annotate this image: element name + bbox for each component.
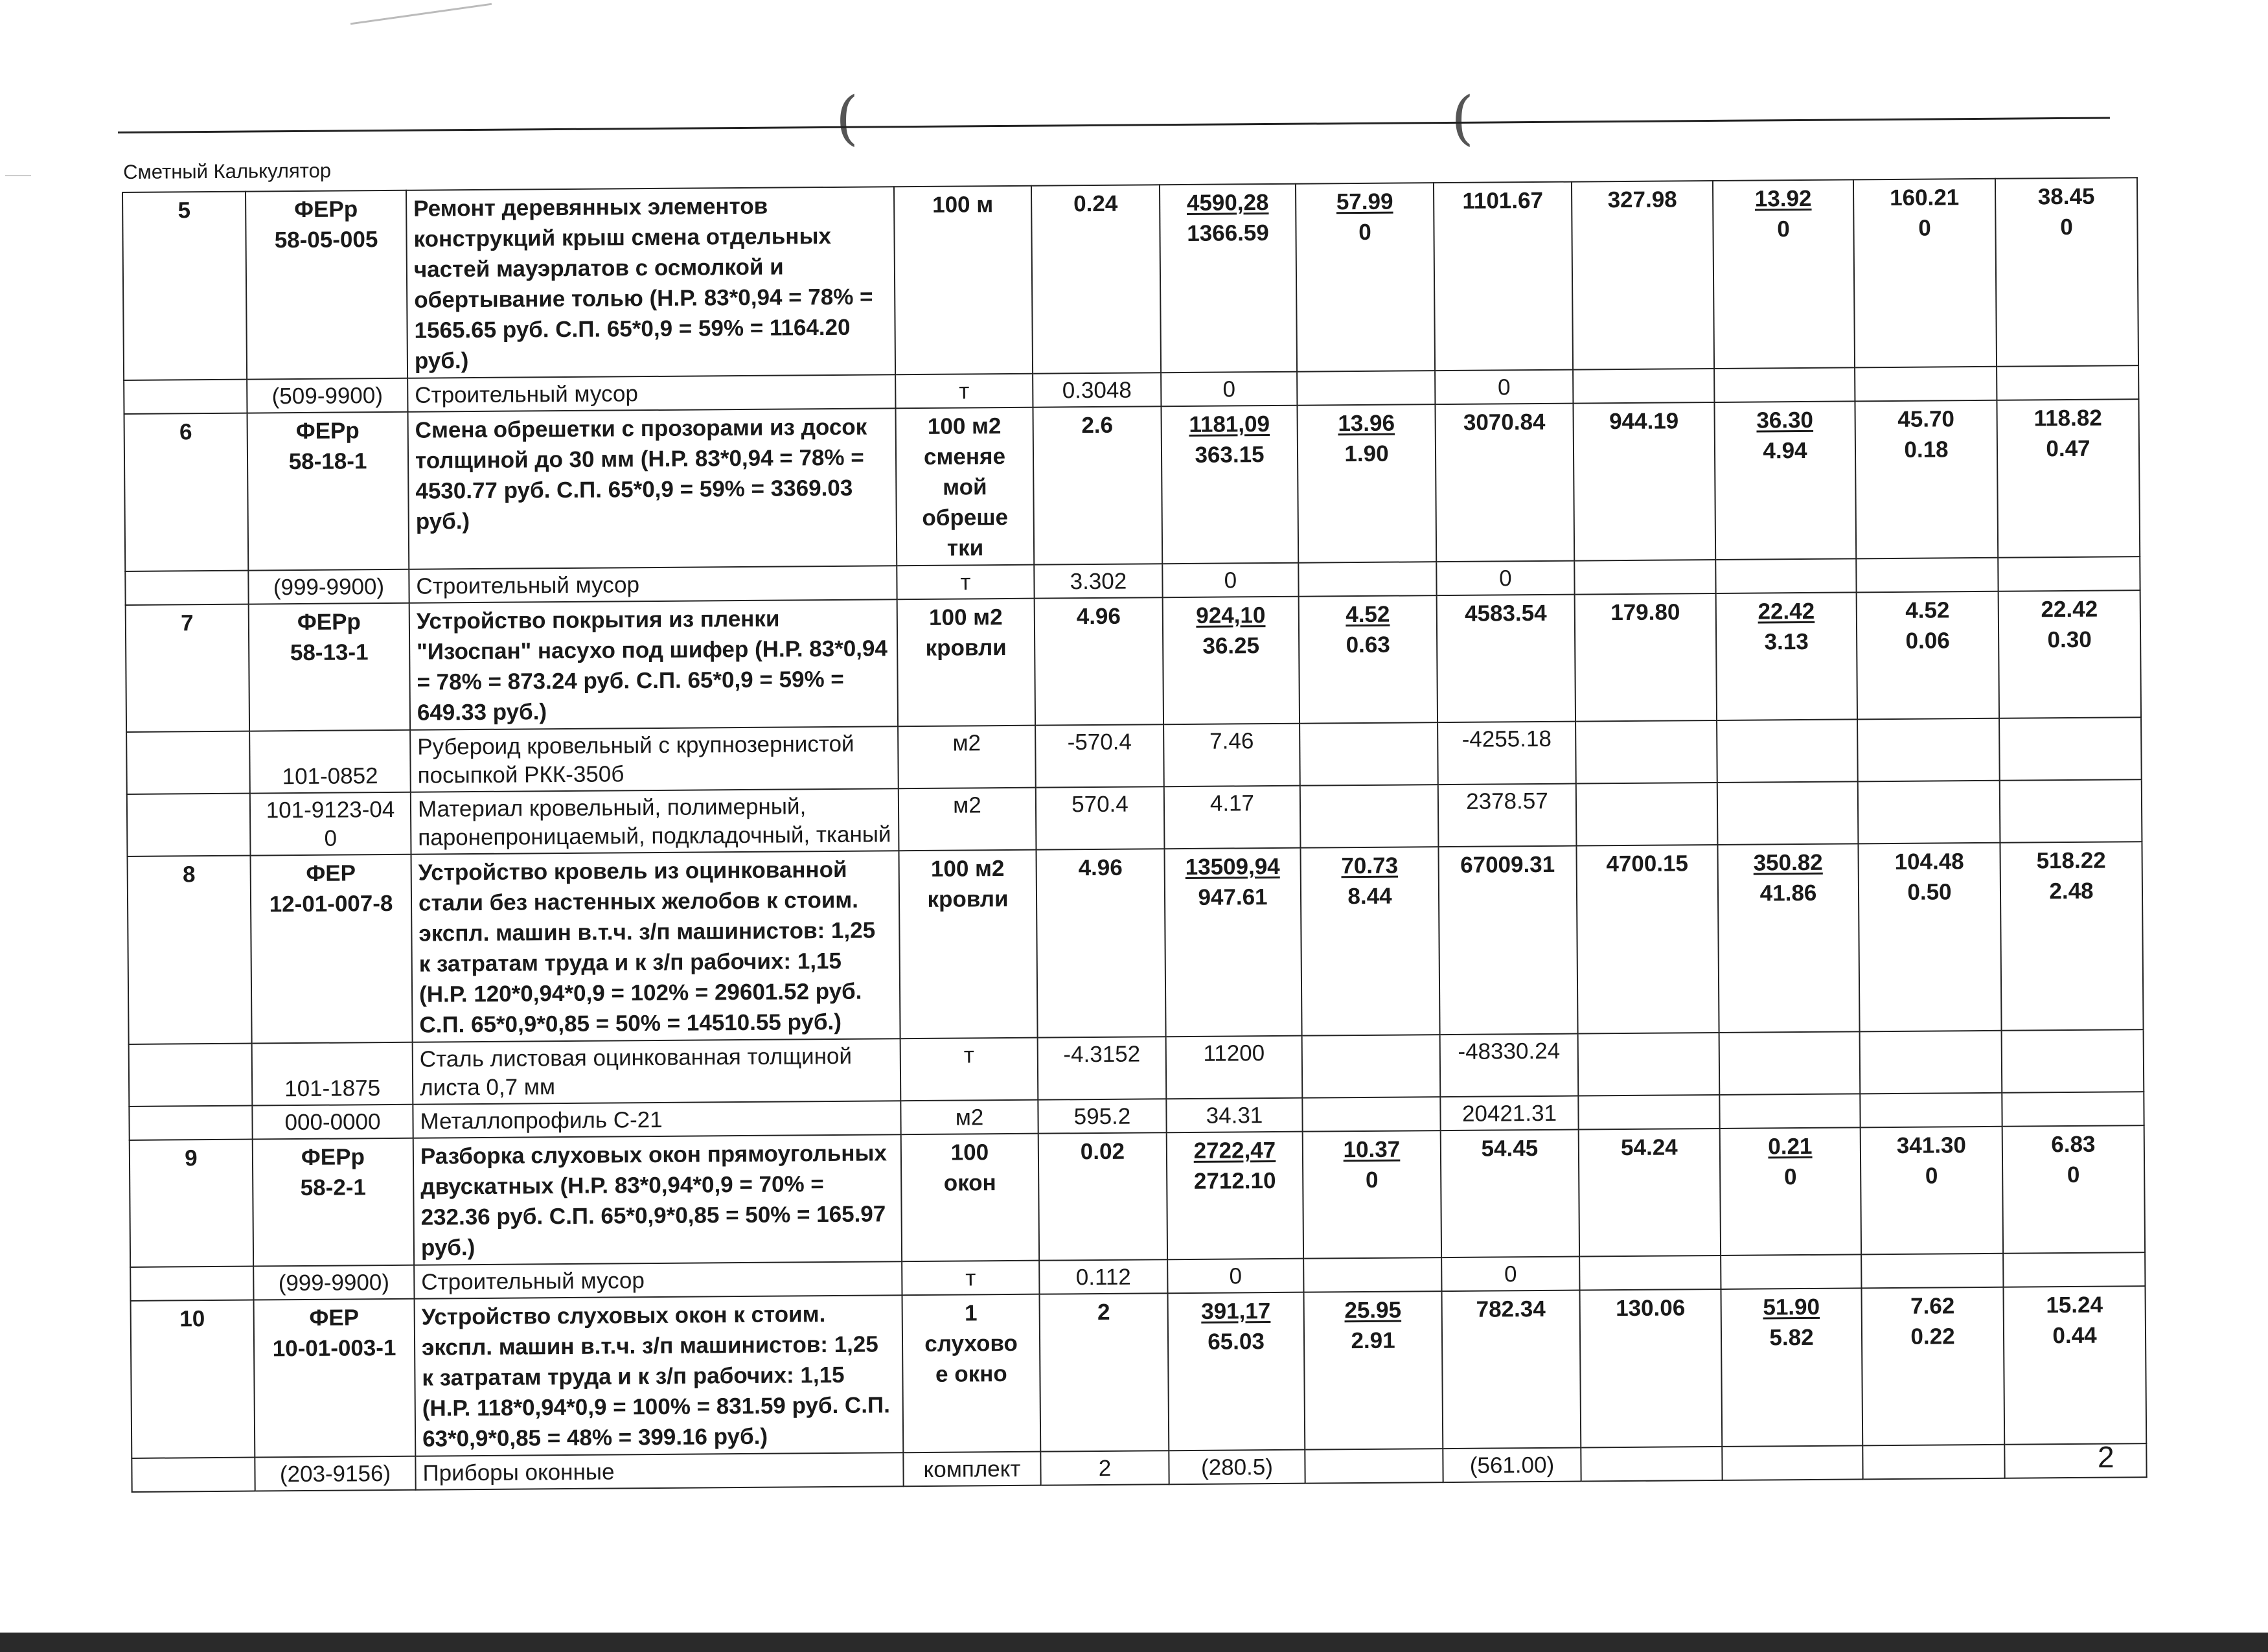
row-number-cell (127, 794, 251, 856)
unit-price-cell (1168, 1292, 1305, 1451)
row-number: 7 (126, 604, 249, 732)
labor-total-cell (2003, 1286, 2146, 1445)
total-cost-cell: 0 (1436, 561, 1574, 596)
norm-code: ФЕР 12-01-007-8 (251, 855, 413, 1044)
wages-cell (1573, 369, 1714, 404)
unit-price-cell-bottom: 36.25 (1202, 633, 1260, 659)
labor-cell (1298, 562, 1436, 597)
labor-cell-bottom: 0 (1925, 1163, 1938, 1189)
norm-code: ФЕРр 58-05-005 (246, 190, 407, 380)
work-item-row (128, 842, 2144, 1044)
machine-price-cell-bottom: 0 (1358, 219, 1371, 246)
profit-cell (2002, 1029, 2144, 1093)
wages-cell: 130.06 (1579, 1289, 1722, 1448)
profit-cell (2002, 1092, 2144, 1127)
overhead-cell (1861, 1254, 2003, 1289)
unit-price-cell-bottom: 363.15 (1195, 442, 1265, 468)
unit-price-cell-bottom: 947.61 (1198, 884, 1268, 910)
unit-price-cell-bottom: 65.03 (1208, 1329, 1265, 1355)
labor-total-cell (2000, 842, 2143, 1031)
quantity-cell: -570.4 (1035, 724, 1164, 787)
machines-cell-bottom: 41.86 (1759, 880, 1817, 906)
total-cost-cell: 1101.67 (1434, 182, 1573, 371)
work-description: Смена обрешетки с прозорами из досок толщиной до 30 мм (Н.Р. 83*0,94 = 78% = 4530.77 руб. С.П. 65*0,9 = 59% = 3369.03 руб.) (408, 408, 897, 569)
unit-cell: 100 м2 кровли (899, 850, 1037, 1039)
wages-cell (1576, 783, 1718, 846)
row-number: 8 (128, 856, 252, 1044)
norm-code: ФЕРр 58-13-1 (249, 603, 410, 731)
unit-cell: м2 (898, 726, 1036, 789)
unit-price-cell (1163, 597, 1300, 725)
machines-cell (1720, 1127, 1861, 1256)
unit-price-cell (1164, 848, 1301, 1037)
machines-cell-bottom: 5.82 (1769, 1324, 1814, 1351)
labor-total-cell (1995, 178, 2138, 367)
resource-code: 101-0852 (249, 730, 411, 794)
labor-cell-bottom: 0.22 (1910, 1324, 1955, 1349)
labor-total-cell-bottom: 2.48 (2049, 878, 2094, 904)
machines-cell (1721, 1254, 1861, 1289)
resource-name: Металлопрофиль С-21 (413, 1101, 900, 1138)
resource-code: 000-0000 (252, 1105, 413, 1140)
unit-price-cell (1167, 1132, 1303, 1260)
machines-cell (1717, 781, 1859, 845)
header-rule (118, 117, 2110, 133)
overhead-cell (1860, 1031, 2002, 1094)
labor-total-cell-top: 6.83 (2051, 1131, 2096, 1158)
labor-cell-bottom: 0.18 (1904, 437, 1949, 463)
overhead-cell (1857, 718, 2000, 782)
unit-price-cell-bottom: 2712.10 (1193, 1167, 1276, 1194)
labor-total-cell-top: 15.24 (2046, 1292, 2103, 1318)
total-cost-cell: 3070.84 (1435, 404, 1574, 562)
labor-total-cell (1999, 590, 2141, 718)
labor-cell (1855, 400, 1998, 559)
labor-total-cell-top: 38.45 (2037, 183, 2095, 210)
machines-cell (1713, 179, 1855, 369)
quantity-cell: 595.2 (1038, 1099, 1166, 1133)
unit-price-cell: 0 (1167, 1259, 1303, 1294)
unit-cell: т (902, 1261, 1039, 1296)
labor-cell (1853, 179, 1997, 368)
labor-total-cell-top: 518.22 (2036, 847, 2106, 874)
quantity-cell: 2 (1040, 1293, 1169, 1451)
work-item-row (122, 178, 2138, 380)
row-number-cell (125, 571, 248, 605)
unit-price-cell-top: 1181,09 (1189, 411, 1270, 437)
labor-cell (1858, 843, 2001, 1032)
machines-cell-bottom: 0 (1777, 216, 1790, 242)
labor-total-cell-bottom: 0 (2060, 214, 2073, 240)
labor-cell (1300, 722, 1438, 786)
unit-cell: м2 (900, 1100, 1038, 1135)
wages-cell: 179.80 (1575, 593, 1717, 722)
overhead-cell (1855, 367, 1997, 402)
row-number: 10 (131, 1300, 255, 1458)
labor-cell (1305, 1449, 1443, 1484)
labor-cell-bottom: 0 (1918, 215, 1931, 241)
resource-code: (999-9900) (253, 1265, 414, 1300)
labor-total-cell-bottom: 0.30 (2047, 626, 2092, 653)
machines-cell (1717, 843, 1859, 1033)
labor-cell (1300, 785, 1439, 848)
machine-price-cell (1297, 404, 1436, 563)
resource-code: (203-9156) (255, 1456, 415, 1491)
estimate-table-wrapper (122, 177, 2146, 1493)
labor-cell (1302, 1035, 1441, 1098)
overhead-cell (1858, 781, 2000, 844)
row-number-cell (130, 1267, 253, 1301)
total-cost-cell: -4255.18 (1438, 722, 1576, 785)
unit-price-cell: 34.31 (1166, 1098, 1302, 1133)
work-description: Устройство покрытия из пленки "Изоспан" насухо под шифер (Н.Р. 83*0,94 = 78% = 873.24 руб. С.П. 65*0,9 = 59% = 649.33 руб.) (409, 599, 898, 730)
unit-price-cell (1160, 184, 1297, 373)
overhead-cell (1862, 1445, 2004, 1480)
profit-cell (1997, 365, 2138, 400)
page-number: 2 (2098, 1440, 2114, 1474)
wages-cell (1575, 720, 1717, 784)
work-item-row (130, 1125, 2145, 1267)
labor-total-cell (2002, 1125, 2145, 1254)
labor-cell-bottom: 0.50 (1907, 879, 1952, 905)
machines-cell (1716, 592, 1857, 720)
machine-price-cell (1299, 595, 1438, 724)
unit-price-cell-top: 2722,47 (1193, 1137, 1276, 1164)
work-description: Разборка слуховых окон прямоугольных двускатных (Н.Р. 83*0,94*0,9 = 70% = 232.36 руб. С.П. 65*0,9*0,85 = 50% = 165.97 руб.) (413, 1134, 902, 1265)
row-number: 6 (124, 413, 249, 571)
machines-cell (1719, 1031, 1861, 1095)
unit-price-cell-bottom: 1366.59 (1187, 220, 1269, 246)
labor-cell (1861, 1127, 2003, 1255)
machines-cell (1714, 401, 1856, 560)
labor-total-cell-top: 22.42 (2041, 596, 2098, 623)
machine-price-cell (1303, 1130, 1441, 1259)
unit-cell: 100 м2 кровли (897, 599, 1035, 727)
unit-price-cell: 0 (1162, 563, 1298, 598)
profit-cell (1999, 717, 2142, 781)
row-number-cell (129, 1106, 252, 1140)
wages-cell: 54.24 (1579, 1129, 1721, 1257)
total-cost-cell: 4583.54 (1437, 595, 1575, 723)
machines-cell-top: 51.90 (1763, 1294, 1820, 1320)
work-item-row (124, 399, 2140, 571)
resource-code: 101-1875 (252, 1042, 413, 1106)
resource-name: Приборы оконные (415, 1452, 903, 1490)
quantity-cell: 4.96 (1035, 597, 1163, 725)
machine-price-cell-bottom: 8.44 (1347, 883, 1392, 910)
wages-cell (1579, 1256, 1721, 1291)
unit-price-cell-top: 13509,94 (1185, 853, 1280, 880)
labor-cell (1303, 1257, 1441, 1292)
row-number-cell (124, 380, 247, 414)
total-cost-cell: 0 (1435, 370, 1573, 405)
machine-price-cell (1296, 183, 1435, 372)
quantity-cell: 0.3048 (1033, 373, 1161, 407)
labor-cell (1861, 1287, 2004, 1446)
profit-cell (2000, 779, 2142, 843)
machine-price-cell-bottom: 1.90 (1344, 441, 1389, 467)
resource-name: Сталь листовая оцинкованная толщиной листа 0,7 мм (413, 1038, 901, 1105)
unit-cell: т (897, 565, 1034, 600)
quantity-cell: 2 (1040, 1451, 1169, 1485)
quantity-cell: 3.302 (1034, 564, 1162, 598)
overhead-cell (1860, 1093, 2002, 1128)
row-number: 5 (122, 192, 247, 380)
labor-total-cell-top: 118.82 (2033, 405, 2102, 431)
labor-cell (1297, 371, 1435, 406)
unit-price-cell-top: 4590,28 (1186, 190, 1269, 216)
norm-code: ФЕРр 58-2-1 (253, 1138, 414, 1267)
profit-cell (1998, 556, 2140, 591)
unit-price-cell (1161, 406, 1298, 564)
total-cost-cell: 782.34 (1441, 1291, 1581, 1449)
labor-total-cell (1997, 399, 2140, 558)
quantity-cell: -4.3152 (1038, 1037, 1167, 1099)
resource-name: Рубероид кровельный с крупнозернистой посыпкой РКК-350б (410, 726, 899, 792)
row-number-cell (132, 1458, 255, 1492)
machine-price-cell-top: 25.95 (1344, 1297, 1402, 1324)
scan-edge (0, 1633, 2268, 1652)
unit-cell: 100 окон (901, 1134, 1039, 1262)
labor-cell-top: 160.21 (1889, 185, 1960, 211)
quantity-cell: 2.6 (1033, 406, 1162, 564)
row-number: 9 (130, 1140, 253, 1267)
machine-price-cell (1304, 1291, 1443, 1450)
machine-price-cell-bottom: 0.63 (1346, 632, 1390, 658)
wages-cell: 327.98 (1572, 181, 1714, 370)
unit-cell: т (900, 1038, 1038, 1101)
row-number-cell (126, 731, 250, 794)
unit-cell: 100 м2 сменяе мой обреше тки (895, 407, 1034, 566)
unit-price-cell: (280.5) (1169, 1450, 1305, 1485)
wages-cell (1574, 560, 1715, 595)
machines-cell (1719, 1094, 1860, 1129)
machines-cell (1714, 367, 1855, 402)
total-cost-cell: -48330.24 (1440, 1034, 1579, 1097)
resource-name: Строительный мусор (414, 1261, 902, 1299)
labor-total-cell-bottom: 0.47 (2046, 435, 2090, 462)
unit-cell: 100 м (894, 186, 1033, 375)
unit-price-cell: 4.17 (1164, 786, 1301, 849)
labor-cell-top: 104.48 (1894, 849, 1964, 875)
unit-cell: м2 (899, 788, 1037, 851)
machines-cell (1721, 1288, 1862, 1447)
labor-cell-top: 45.70 (1897, 406, 1955, 432)
total-cost-cell: 54.45 (1441, 1130, 1579, 1258)
scan-artifact (5, 175, 31, 176)
machine-price-cell-top: 13.96 (1338, 410, 1395, 437)
resource-code: 101-9123-04 0 (250, 792, 411, 856)
machines-cell (1722, 1445, 1862, 1480)
app-title: Сметный Калькулятор (123, 159, 332, 183)
unit-price-cell: 11200 (1166, 1036, 1303, 1099)
binder-hole-mark: ( (1451, 84, 1474, 152)
machines-cell-top: 13.92 (1754, 185, 1812, 212)
labor-total-cell-bottom: 0.44 (2052, 1322, 2097, 1349)
labor-total-cell-bottom: 0 (2067, 1162, 2080, 1188)
unit-cell: т (895, 374, 1033, 409)
unit-cell: 1 слухово е окно (902, 1294, 1041, 1453)
machines-cell (1715, 558, 1856, 593)
overhead-cell (1856, 558, 1998, 593)
quantity-cell: 0.112 (1039, 1259, 1167, 1294)
quantity-cell: 0.24 (1031, 185, 1161, 373)
unit-price-cell: 7.46 (1163, 724, 1300, 787)
labor-cell (1857, 591, 1999, 720)
machines-cell-bottom: 4.94 (1763, 437, 1807, 464)
machine-price-cell-top: 57.99 (1336, 189, 1393, 215)
labor-cell-top: 7.62 (1910, 1293, 1955, 1319)
labor-cell (1302, 1097, 1440, 1132)
unit-price-cell: 0 (1161, 372, 1297, 407)
wages-cell (1578, 1095, 1719, 1130)
wages-cell: 944.19 (1573, 402, 1715, 561)
norm-code: ФЕРр 58-18-1 (247, 412, 409, 571)
machines-cell-top: 22.42 (1758, 598, 1815, 625)
work-item-row (126, 590, 2141, 732)
work-description: Устройство слуховых окон к стоим. экспл. машин в.т.ч. з/п машинистов: 1,25 к затратам труда и к з/п рабочих: 1,15 (Н.Р. 118*0,94*0,9 = 100% = 831.59 руб. С.П. 63*0,9*0,85 = 48% = 399.16 руб.) (415, 1295, 904, 1456)
labor-cell-bottom: 0.06 (1905, 628, 1950, 654)
quantity-cell: 570.4 (1036, 786, 1165, 849)
wages-cell: 4700.15 (1576, 845, 1719, 1034)
labor-cell-top: 4.52 (1905, 597, 1950, 623)
work-description: Ремонт деревянных элементов конструкций крыш смена отдельных частей мауэрлатов с осмолкой и обертывание толью (Н.Р. 83*0,94 = 78% = 1565.65 руб. С.П. 65*0,9 = 59% = 1164.20 руб.) (406, 187, 895, 378)
machines-cell-top: 36.30 (1756, 407, 1814, 433)
binder-hole-mark: ( (836, 84, 859, 152)
total-cost-cell: 0 (1441, 1257, 1579, 1292)
unit-price-cell-top: 924,10 (1196, 602, 1266, 628)
total-cost-cell: 2378.57 (1438, 784, 1577, 847)
profit-cell (2003, 1252, 2145, 1287)
work-item-row (131, 1286, 2147, 1458)
machines-cell-top: 350.82 (1753, 849, 1823, 876)
work-description: Устройство кровель из оцинкованной стали без настенных желобов к стоим. экспл. машин в.т.ч. з/п машинистов: 1,25 к затратам труда и к з/п рабочих: 1,15 (Н.Р. 120*0,94*0,9 = 102% = 29601.52 руб. С.П. 65*0,9*0,85 = 50% = 14510.55 руб.) (411, 851, 900, 1042)
quantity-cell: 0.02 (1038, 1132, 1167, 1260)
machine-price-cell-bottom: 0 (1365, 1167, 1379, 1193)
wages-cell (1581, 1447, 1722, 1482)
labor-cell-top: 341.30 (1896, 1132, 1967, 1158)
machines-cell-bottom: 3.13 (1764, 628, 1809, 655)
machines-cell-top: 0.21 (1768, 1133, 1813, 1160)
quantity-cell: 4.96 (1036, 849, 1165, 1037)
machine-price-cell-bottom: 2.91 (1351, 1327, 1395, 1354)
resource-code: (999-9900) (248, 569, 409, 604)
machines-cell (1717, 719, 1858, 783)
profit-cell (2004, 1443, 2146, 1478)
total-cost-cell: (561.00) (1443, 1448, 1581, 1483)
unit-price-cell-top: 391,17 (1201, 1298, 1271, 1324)
resource-name: Строительный мусор (409, 566, 897, 603)
resource-name: Материал кровельный, полимерный, паронепроницаемый, подкладочный, тканый (411, 788, 899, 855)
wages-cell (1578, 1033, 1720, 1096)
resource-code: (509-9900) (247, 378, 407, 413)
estimate-table (122, 177, 2148, 1493)
machine-price-cell-top: 10.37 (1343, 1136, 1401, 1163)
total-cost-cell: 20421.31 (1440, 1096, 1578, 1131)
machine-price-cell-top: 70.73 (1341, 853, 1399, 879)
resource-name: Строительный мусор (407, 374, 895, 412)
machine-price-cell-top: 4.52 (1346, 601, 1390, 628)
total-cost-cell: 67009.31 (1438, 846, 1577, 1035)
machine-price-cell (1300, 847, 1439, 1036)
unit-cell: комплект (903, 1452, 1040, 1487)
norm-code: ФЕР 10-01-003-1 (254, 1299, 416, 1458)
row-number-cell (129, 1044, 253, 1107)
machines-cell-bottom: 0 (1783, 1164, 1797, 1190)
scan-artifact (350, 3, 492, 25)
